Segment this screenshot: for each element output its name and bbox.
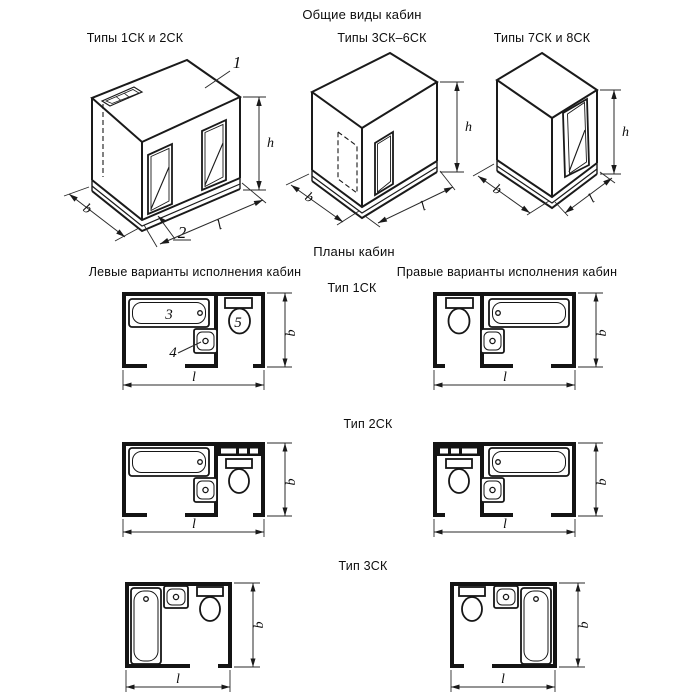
iso-view-types-1-2 [55,46,290,258]
vent-grille [102,87,142,106]
dim-h [243,97,274,190]
door-hidden-dashed [338,132,357,193]
cabin-box [92,60,240,234]
dim-label-b: b [79,201,95,218]
dim-label-l: l [176,672,180,687]
dim-label-l: l [192,370,196,385]
dim-label-b: b [595,329,610,337]
svg-text:1: 1 [232,53,242,72]
vent-block [218,446,261,456]
iso-caption-types-1-2: Типы 1СК и 2СК [86,31,184,45]
iso-caption-types-7-8: Типы 7СК и 8СК [493,31,591,45]
right-variants-caption: Правые варианты исполнения кабин [396,265,618,279]
dim-b [267,443,299,516]
svg-text:2: 2 [177,223,187,242]
dim-label-l: l [501,672,505,687]
callout-1-panel [205,53,241,88]
dim-b [234,583,267,667]
dim-label-b: b [284,329,299,337]
toilet [446,459,472,493]
bathtub [489,448,569,476]
washbasin [194,329,217,353]
left-variants-caption: Левые варианты исполнения кабин [88,265,302,279]
dim-h [600,90,629,174]
plan-2sk-left [112,436,302,541]
bathtub [489,299,569,327]
dim-label-l: l [503,370,507,385]
bathtub [129,448,209,476]
dim-label-b: b [301,189,317,207]
callout-3-bathtub: 3 [165,307,173,323]
type-2sk-caption: Тип 2СК [343,417,393,431]
dim-b [473,164,549,215]
dim-label-b: b [577,621,592,629]
washbasin [164,586,188,608]
dim-b [578,443,610,516]
plan-3sk-right [423,576,613,698]
door-left [148,144,172,214]
cabin-box [497,53,597,208]
dim-l [123,517,264,537]
dim-label-b: b [284,478,299,486]
dim-b [286,174,359,225]
dim-label-b: b [595,478,610,486]
door-right [202,120,226,190]
dim-b [267,293,299,367]
dim-label-l: l [214,218,225,234]
washbasin [494,586,518,608]
door-front [563,99,589,177]
dim-label-b: b [489,181,505,199]
washbasin [194,478,217,502]
washbasin [481,478,504,502]
toilet [446,298,473,334]
dim-b [578,293,610,367]
dim-l [434,517,575,537]
dim-label-l: l [418,199,429,215]
dim-l [451,670,555,692]
vent-block [437,446,480,456]
dim-label-l: l [503,517,507,532]
plan-2sk-right [423,436,613,541]
dim-label-b: b [252,621,267,629]
dim-l [365,171,455,227]
dim-b [559,583,592,667]
dim-label-h: h [465,120,472,135]
dim-l [123,370,264,390]
bathtub [131,588,161,664]
type-1sk-caption: Тип 1СК [327,281,377,295]
plan-1sk-left [112,286,302,396]
bathtub [521,588,551,664]
svg-text:4: 4 [169,345,177,361]
iso-caption-types-3-6: Типы 3СК–6СК [337,31,427,45]
page-title: Общие виды кабин [302,7,422,22]
callout-5-toilet: 5 [234,315,242,331]
door-front [375,132,393,195]
plan-3sk-left [112,576,302,698]
iso-view-types-7-8 [468,46,653,236]
washbasin [481,329,504,353]
toilet [226,459,252,493]
dim-label-l: l [585,192,598,207]
iso-view-types-3-6 [283,46,483,236]
plan-1sk-right [423,286,613,396]
toilet [459,587,485,621]
plans-title: Планы кабин [313,244,395,259]
dim-l [434,370,575,390]
toilet [197,587,223,621]
dim-label-h: h [267,136,274,151]
type-3sk-caption: Тип 3СК [338,559,388,573]
dim-label-h: h [622,125,629,140]
dim-label-l: l [192,517,196,532]
dim-l [126,670,230,692]
